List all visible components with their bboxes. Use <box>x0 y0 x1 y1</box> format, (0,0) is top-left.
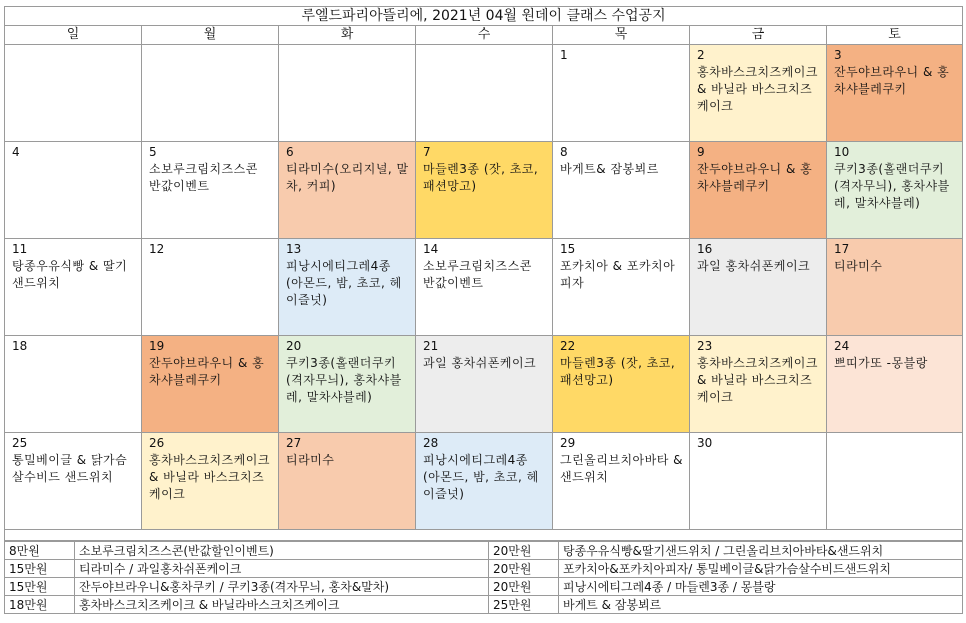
day-number: 10 <box>834 145 850 159</box>
calendar-day-cell <box>827 142 963 239</box>
class-name: 소보루크림치즈스콘 반값이벤트 <box>149 162 258 193</box>
day-number: 19 <box>149 339 165 353</box>
calendar-day-cell <box>279 336 416 433</box>
day-number: 4 <box>12 145 20 159</box>
class-name: 마들렌3종 (잣, 초코, 패션망고) <box>560 356 676 387</box>
items-left: 홍차바스크치즈케이크 & 바닐라바스크치즈케이크 <box>75 596 489 614</box>
calendar-day-cell <box>553 142 690 239</box>
class-name: 쿠키3종(홀랜더쿠키(격자무늬), 홍차샤블레, 말차샤블레) <box>834 162 950 210</box>
day-number: 3 <box>834 48 842 62</box>
class-name: 그린올리브치아바타 & 샌드위치 <box>560 453 684 484</box>
calendar-day-cell <box>5 433 142 530</box>
day-number: 20 <box>286 339 302 353</box>
calendar-day-cell <box>279 142 416 239</box>
calendar-day-cell <box>5 239 142 336</box>
class-name: 소보루크림치즈스콘 반값이벤트 <box>423 259 532 290</box>
calendar-day-cell <box>142 239 279 336</box>
weekday-sat: 토 <box>827 26 963 45</box>
day-number: 24 <box>834 339 850 353</box>
weekday-sun: 일 <box>5 26 142 45</box>
calendar-day-cell <box>553 433 690 530</box>
calendar-day-cell <box>142 142 279 239</box>
price-right: 20만원 <box>489 560 559 578</box>
items-left: 소보루크림치즈스콘(반값할인이벤트) <box>75 542 489 560</box>
price-left: 8만원 <box>5 542 75 560</box>
calendar-day-cell <box>416 45 553 142</box>
day-number: 13 <box>286 242 302 256</box>
calendar-day-cell <box>142 336 279 433</box>
calendar-day-cell <box>827 433 963 530</box>
calendar-day-cell <box>827 239 963 336</box>
items-left: 티라미수 / 과일홍차쉬폰케이크 <box>75 560 489 578</box>
class-name: 잔두야브라우니 & 홍차샤블레쿠키 <box>834 65 950 96</box>
class-name: 쁘띠가또 -몽블랑 <box>834 356 928 370</box>
class-name: 탕종우유식빵 & 딸기샌드위치 <box>12 259 128 290</box>
day-number: 7 <box>423 145 431 159</box>
calendar-day-cell <box>553 239 690 336</box>
class-name: 홍차바스크치즈케이크 & 바닐라 바스크치즈케이크 <box>697 356 818 404</box>
class-name: 잔두야브라우니 & 홍차샤블레쿠키 <box>149 356 265 387</box>
price-right: 20만원 <box>489 578 559 596</box>
class-name: 피낭시에티그레4종 (아몬드, 밤, 초코, 헤이즐넛) <box>286 259 402 307</box>
day-number: 28 <box>423 436 439 450</box>
price-row <box>5 560 963 578</box>
calendar-day-cell <box>690 336 827 433</box>
day-number: 23 <box>697 339 713 353</box>
class-name: 쿠키3종(홀랜더쿠키(격자무늬), 홍차샤블레, 말차샤블레) <box>286 356 402 404</box>
items-right: 피낭시에티그레4종 / 마들렌3종 / 몽블랑 <box>559 578 963 596</box>
class-name: 티라미수(오리지널, 말차, 커피) <box>286 162 409 193</box>
day-number: 21 <box>423 339 439 353</box>
calendar-day-cell <box>416 142 553 239</box>
calendar-day-cell <box>5 142 142 239</box>
calendar-day-cell <box>142 433 279 530</box>
class-schedule-sheet <box>4 6 962 614</box>
calendar-day-cell <box>5 45 142 142</box>
items-left: 잔두야브라우니&홍차쿠키 / 쿠키3종(격자무늬, 홍차&말차) <box>75 578 489 596</box>
class-name: 마들렌3종 (잣, 초코, 패션망고) <box>423 162 539 193</box>
price-right: 25만원 <box>489 596 559 614</box>
day-number: 26 <box>149 436 165 450</box>
calendar-day-cell <box>416 336 553 433</box>
day-number: 30 <box>697 436 713 450</box>
price-left: 15만원 <box>5 560 75 578</box>
calendar-week-row <box>5 142 963 239</box>
calendar-day-cell <box>279 433 416 530</box>
price-row <box>5 578 963 596</box>
class-name: 과일 홍차쉬폰케이크 <box>423 356 537 370</box>
calendar-day-cell <box>827 45 963 142</box>
calendar-week-row <box>5 433 963 530</box>
weekday-tue: 화 <box>279 26 416 45</box>
price-right: 20만원 <box>489 542 559 560</box>
weekday-mon: 월 <box>142 26 279 45</box>
calendar-day-cell <box>416 433 553 530</box>
day-number: 17 <box>834 242 850 256</box>
day-number: 22 <box>560 339 576 353</box>
day-number: 14 <box>423 242 439 256</box>
class-name: 바게트& 잠봉뵈르 <box>560 162 659 176</box>
calendar-week-row <box>5 239 963 336</box>
calendar-week-row <box>5 336 963 433</box>
class-name: 홍차바스크치즈케이크 & 바닐라 바스크치즈케이크 <box>697 65 818 113</box>
calendar-day-cell <box>690 45 827 142</box>
price-left: 18만원 <box>5 596 75 614</box>
class-name: 잔두야브라우니 & 홍차샤블레쿠키 <box>697 162 813 193</box>
day-number: 29 <box>560 436 576 450</box>
day-number: 6 <box>286 145 294 159</box>
calendar-day-cell <box>279 239 416 336</box>
price-row <box>5 542 963 560</box>
class-name: 과일 홍차쉬폰케이크 <box>697 259 811 273</box>
weekday-fri: 금 <box>690 26 827 45</box>
class-name: 티라미수 <box>834 259 883 273</box>
page-title: 루엘드파리아뜰리에, 2021년 04월 원데이 클래스 수업공지 <box>5 7 963 26</box>
weekday-wed: 수 <box>416 26 553 45</box>
calendar-day-cell <box>416 239 553 336</box>
price-row <box>5 596 963 614</box>
day-number: 18 <box>12 339 28 353</box>
spacer-row <box>5 530 963 541</box>
day-number: 27 <box>286 436 302 450</box>
day-number: 2 <box>697 48 705 62</box>
day-number: 25 <box>12 436 28 450</box>
day-number: 11 <box>12 242 28 256</box>
class-name: 통밀베이글 & 닭가슴살수비드 샌드위치 <box>12 453 128 484</box>
day-number: 5 <box>149 145 157 159</box>
day-number: 12 <box>149 242 165 256</box>
items-right: 바게트 & 잠봉뵈르 <box>559 596 963 614</box>
day-number: 8 <box>560 145 568 159</box>
calendar-day-cell <box>690 433 827 530</box>
calendar-day-cell <box>5 336 142 433</box>
weekday-thu: 목 <box>553 26 690 45</box>
class-name: 홍차바스크치즈케이크 & 바닐라 바스크치즈케이크 <box>149 453 270 501</box>
price-left: 15만원 <box>5 578 75 596</box>
price-table <box>4 541 963 614</box>
calendar-day-cell <box>553 336 690 433</box>
day-number: 9 <box>697 145 705 159</box>
class-name: 티라미수 <box>286 453 335 467</box>
calendar-day-cell <box>690 142 827 239</box>
day-number: 16 <box>697 242 713 256</box>
day-number: 1 <box>560 48 568 62</box>
calendar-week-row <box>5 45 963 142</box>
items-right: 탕종우유식빵&딸기샌드위치 / 그린올리브치아바타&샌드위치 <box>559 542 963 560</box>
calendar-day-cell <box>827 336 963 433</box>
day-number: 15 <box>560 242 576 256</box>
calendar-day-cell <box>142 45 279 142</box>
calendar-day-cell <box>690 239 827 336</box>
class-name: 피낭시에티그레4종 (아몬드, 밤, 초코, 헤이즐넛) <box>423 453 539 501</box>
calendar-day-cell <box>279 45 416 142</box>
calendar-table <box>4 6 963 541</box>
items-right: 포카치아&포카치아피자/ 통밀베이글&닭가슴살수비드샌드위치 <box>559 560 963 578</box>
weekday-header-row <box>5 26 963 45</box>
class-name: 포카치아 & 포카치아피자 <box>560 259 676 290</box>
calendar-day-cell <box>553 45 690 142</box>
